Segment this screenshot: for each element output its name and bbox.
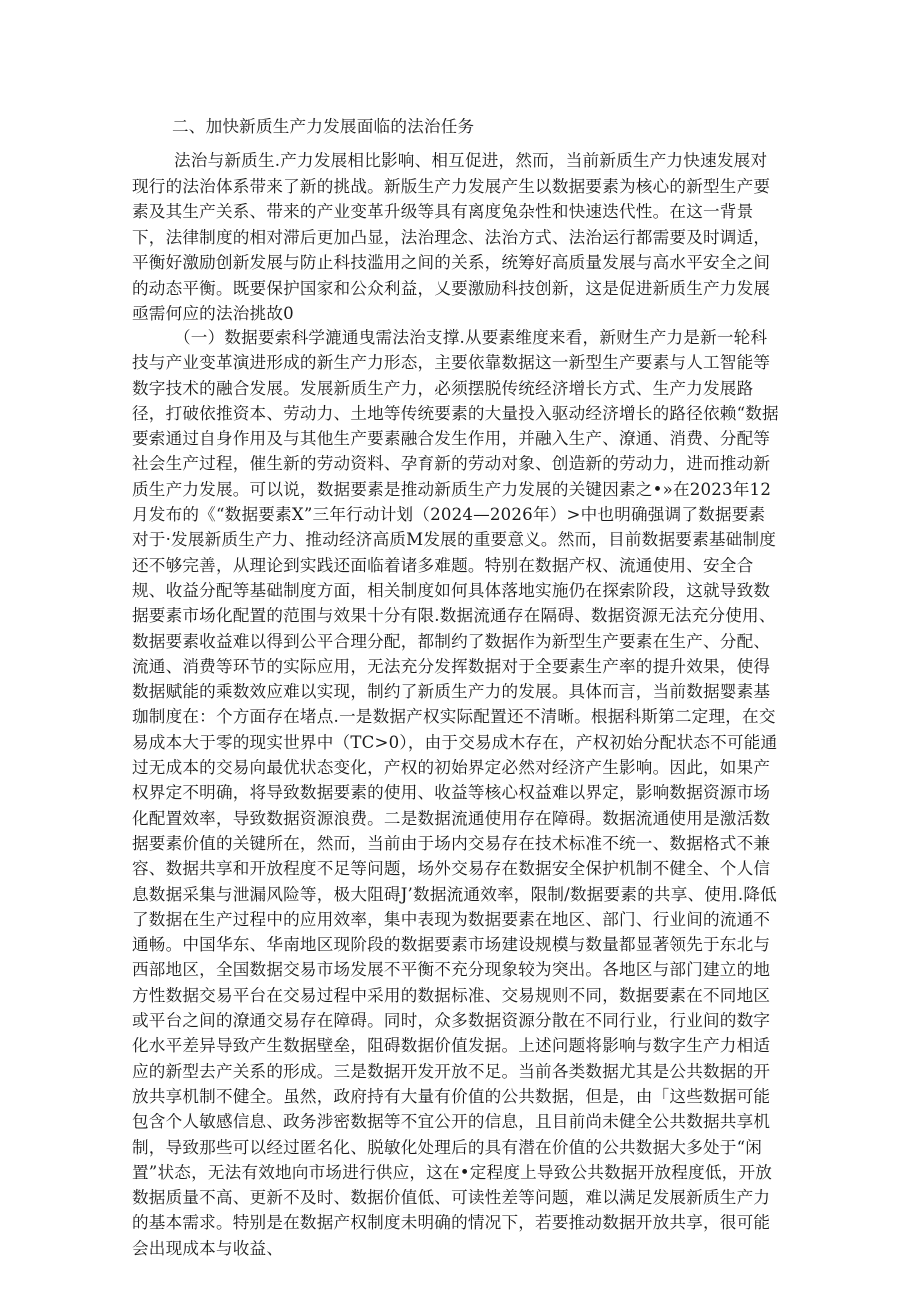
- paragraph-1-container: [132, 148, 782, 327]
- paragraph-2: （一）数据要索科学漉通曳需法治支撑.从要素维度来看，新财生产力是新一轮科技与产业变革演进形成的新生产力形态，主要依靠数据这一新型生产要素与人工智能等数字技术的融合发展。发展新质生产力，必须摆脱传统经济增长方式、生产力发展路径，打破依推资本、劳动力、土地等传统要素的大量投入驱动经济增长的路径依赖“数据要索通过自身作用及与其他生产要素融合发生作用，并融入生产、潦通、消费、分配等社会生产过程，催生新的劳动资料、孕育新的劳动对象、创造新的劳动力，进而推动新质生产力发展。可以说，数据要素是推动新质生产力发展的关键因素之•»在2023年12月发布的《“数据要素X”三年行动计划（2024—2026年）>中也明确强调了数据要素对于·发展新质生产力、推动经济高质M发展的重要意义。然而，目前数据要素基础制度还不够完善，从理论到实践还面临着诸多难题。特别在数据产权、流通使用、安全合规、收益分配等基础制度方面，相关制度如何具体落地实施仍在探索阶段，这就导致数据要素市场化配置的范围与效果十分有限.数据流通存在隔碍、数据资源无法充分使用、数据要素收益难以得到公平合理分配，都制约了数据作为新型生产要素在生产、分配、流通、消费等环节的实际应用，无法充分发挥数据对于全要素生产率的提升效果，使得数据赋能的乘数效应难以实现，制约了新质生产力的发展。具体而言，当前数据婴素基珈制度在：个方面存在堵点.一是数据产权实际配置还不清晰。根据科斯第二定理，在交易成本大于零的现实世界中（TC>0），由于交易成木存在，产权初始分配状态不可能通过无成本的交易向最优状态变化，产权的初始界定必然对经济产生影响。因此，如果产权界定不明确，将导致数据要素的使用、收益等核心权益难以界定，影响数据资源市场化配置效率，导致数据资源浪费。二是数据流通使用存在障碍。数据流通使用是激活数据要素价值的关键所在，然而，当前由于场内交易存在技术标准不统一、数据格式不兼容、数据共享和开放程度不足等问题，场外交易存在数据安全保护机制不健全、个人信息数据采集与泄漏风险等，极大阻碍J’数据流通效率，限制/数据要素的共享、使用.降低了数据在生产过程中的应用效率，集中表现为数据要素在地区、部门、行业间的流通不通畅。中国华东、华南地区现阶段的数据要素市场建设规模与数量都显著领先于东北与西部地区，全国数据交易市场发展不平衡不充分现象较为突出。各地区与部门建立的地方性数据交易平台在交易过程中采用的数据标准、交易规则不同，数据要素在不同地区或平台之间的潦通交易存在障碍。同时，众多数据资源分散在不同行业，行业间的数字化水平差异导致产生数据壁垒，阻碍数据价值发据。上述问题将影响与数字生产力相适应的新型去产关系的形成。三是数据开发开放不足。当前各类数据尤其是公共数据的开放共享机制不健全。虽然，政府持有大量有价值的公共数据，但是，由「这些数据可能包含个人敏感信息、政务涉密数据等不宜公开的信息，且目前尚未健全公共数据共享机制，导致那些可以经过匿名化、脱敏化处理后的具有潜在价值的公共数据大多处于“闲置”状态，无法有效地向市场进行供应，这在•定程度上导致公共数据开放程度低，开放数据质量不高、更新不及时、数据价值低、可读性差等问题，难以满足发展新质生产力的基本需求。特别是在数据产权制度未明确的情况下，若要推动数据开放共享，很可能会出现成本与收益、: [132, 328, 779, 1258]
- section-heading: 二、加快新质生产力发展面临的法治任务: [172, 117, 475, 136]
- paragraph-1: 法治与新质生.产力发展相比影响、相互促进，然而，当前新质生产力快速发展对现行的法治体系带来了新的挑战。新版生产力发展产生以数据要素为核心的新型生产要素及其生产关系、带来的产业变革升级等具有离度兔杂性和快速迭代性。在这一背景下，法律制度的相对滞后更加凸显，法治理念、法治方式、法治运行都需要及时调适，平衡好激励创新发展与防止科技滥用之间的关系，统筹好高质量发展与高水平安全之间的动态平衡。既要保护国家和公众利益，乂要激励科技创新，这是促进新质生产力发展亟需何应的法治挑故0: [132, 151, 771, 323]
- paragraph-2-container: [132, 325, 782, 1261]
